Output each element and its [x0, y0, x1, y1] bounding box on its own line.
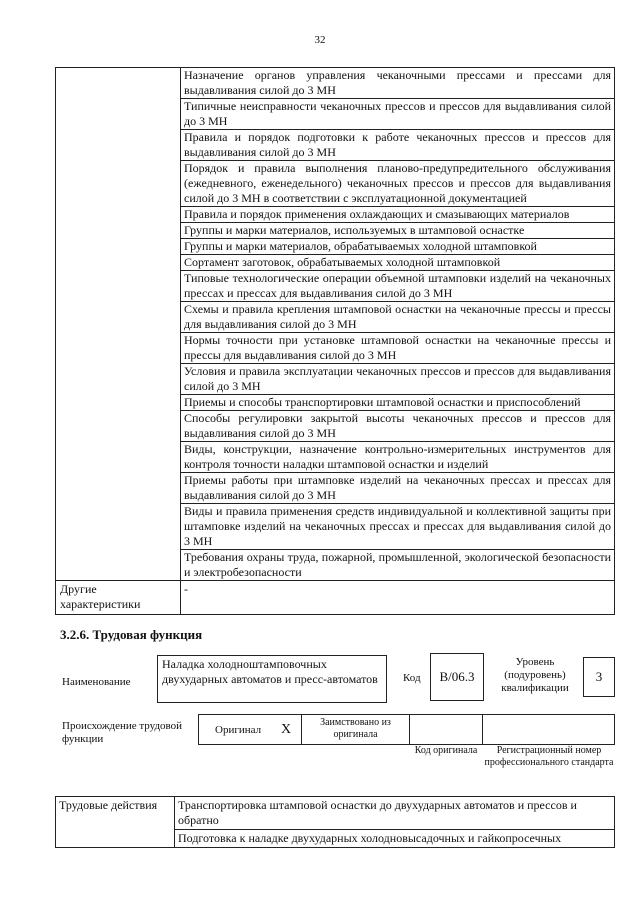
reg-number-caption: Регистрационный номер профессионального стандарта: [484, 745, 614, 768]
original-code-caption: Код оригинала: [414, 745, 478, 756]
function-name-value: Наладка холодноштамповочных двухударных автоматов и пресс-автоматов: [162, 657, 378, 686]
section-title: 3.2.6. Трудовая функция: [60, 627, 203, 642]
knowledge-item: Нормы точности при установке штамповой оснастки на чеканочные прессы и прессы для выдавливания силой до 3 МН: [181, 333, 615, 364]
level-box: [583, 657, 615, 697]
function-code-value: B/06.3: [439, 669, 475, 684]
knowledge-item: Типовые технологические операции объемной штамповки изделий на чеканочных прессах и прессах для выдавливания силой до 3 МН: [181, 271, 615, 302]
other-characteristics-value: -: [181, 581, 615, 615]
action-item: Транспортировка штамповой оснастки до двухударных автоматов и прессов и обратно: [175, 797, 615, 830]
knowledge-label-cell: [56, 68, 181, 581]
original-mark: X: [271, 715, 302, 744]
knowledge-item: Приемы работы при штамповке изделий на чеканочных прессах и прессах для выдавливания силой до 3 МН: [181, 473, 615, 504]
origin-box: [198, 714, 615, 745]
code-label: Код: [403, 672, 421, 684]
actions-table: [55, 796, 615, 848]
actions-label: Трудовые действия: [56, 797, 175, 848]
knowledge-item: Группы и марки материалов, используемых в штамповой оснастке: [181, 223, 615, 239]
other-characteristics-label: Другие характеристики: [56, 581, 181, 615]
knowledge-item: Виды, конструкции, назначение контрольно-измерительных инструментов для контроля точности наладки штамповой оснастки и изделий: [181, 442, 615, 473]
knowledge-item: Группы и марки материалов, обрабатываемых холодной штамповкой: [181, 239, 615, 255]
function-name-box: [157, 655, 387, 703]
knowledge-item: Сортамент заготовок, обрабатываемых холодной штамповкой: [181, 255, 615, 271]
borrowed-cell: [302, 715, 410, 744]
knowledge-table: [55, 67, 615, 615]
other-characteristics-row: [56, 581, 615, 615]
knowledge-row: [56, 68, 615, 99]
original-cell: [199, 715, 271, 744]
name-label: Наименование: [62, 676, 131, 688]
original-label: Оригинал: [215, 724, 262, 736]
knowledge-item: Типичные неисправности чеканочных прессов и прессов для выдавливания силой до 3 МН: [181, 99, 615, 130]
knowledge-item: Приемы и способы транспортировки штамповой оснастки и приспособлений: [181, 395, 615, 411]
actions-row: [56, 797, 615, 830]
knowledge-item: Правила и порядок применения охлаждающих и смазывающих материалов: [181, 207, 615, 223]
action-item: Подготовка к наладке двухударных холодновысадочных и гайкопросечных: [175, 830, 615, 848]
original-code-cell: [410, 715, 483, 744]
origin-label: Происхождение трудовой функции: [62, 720, 183, 745]
knowledge-item: Схемы и правила крепления штамповой оснастки на чеканочные прессы и прессы для выдавливания силой до 3 МН: [181, 302, 615, 333]
knowledge-item: Способы регулировки закрытой высоты чеканочных прессов и прессов для выдавливания силой до 3 МН: [181, 411, 615, 442]
function-code-box: [430, 653, 484, 701]
reg-number-cell: [483, 715, 614, 744]
knowledge-item: Требования охраны труда, пожарной, промышленной, экологической безопасности и электробезопасности: [181, 550, 615, 581]
knowledge-item: Назначение органов управления чеканочными прессами и прессами для выдавливания силой до 3 МН: [181, 68, 615, 99]
knowledge-item: Виды и правила применения средств индивидуальной и коллективной защиты при штамповке изделий на чеканочных прессах и прессах для выдавливания силой до 3 МН: [181, 504, 615, 550]
borrowed-label: Заимствовано из оригинала: [320, 717, 391, 740]
knowledge-item: Порядок и правила выполнения планово-предупредительного обслуживания (ежедневного, еженедельного) чеканочных прессов и прессов для выдавливания силой до 3 МН в соответствии с эксплуатационной документацией: [181, 161, 615, 207]
knowledge-item: Условия и правила эксплуатации чеканочных прессов и прессов для выдавливания силой до 3 МН: [181, 364, 615, 395]
page-number: 32: [314, 34, 326, 46]
level-label: Уровень (подуровень) квалификации: [501, 656, 569, 694]
knowledge-item: Правила и порядок подготовки к работе чеканочных прессов и прессов для выдавливания силой до 3 МН: [181, 130, 615, 161]
level-value: 3: [595, 669, 603, 684]
